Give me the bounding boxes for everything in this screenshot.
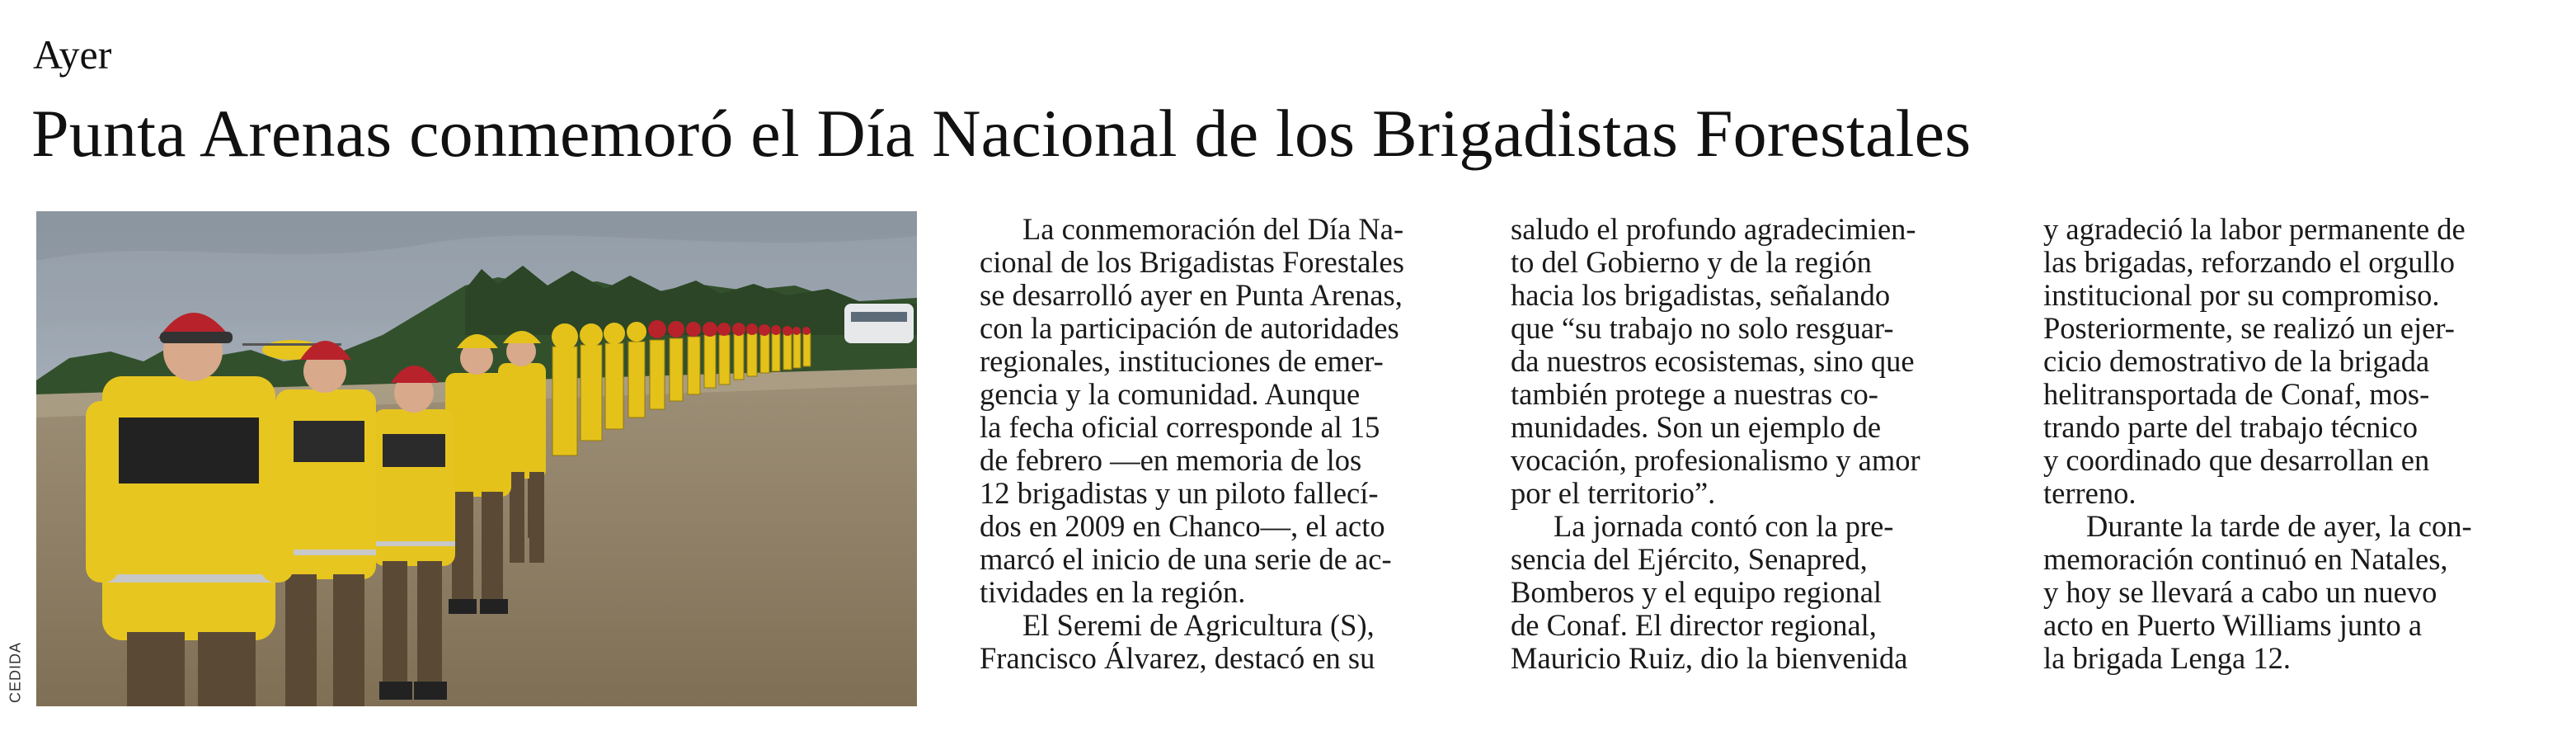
photo-credit-text: CEDIDA: [7, 641, 24, 704]
text-line: cicio demostrativo de la brigada: [2043, 344, 2430, 378]
text-line: Bomberos y el equipo regional: [1511, 575, 1883, 609]
text-line: acto en Puerto Williams junto a: [2043, 608, 2423, 642]
text-line: de Conaf. El director regional,: [1511, 608, 1877, 642]
article-photo: [36, 211, 917, 706]
text-line: tividades en la región.: [980, 575, 1246, 609]
text-line: vocación, profesionalismo y amor: [1511, 443, 1920, 477]
text-line: la brigada Lenga 12.: [2043, 641, 2291, 675]
paragraph: [1511, 213, 2004, 510]
text-line: Mauricio Ruiz, dio la bienvenida: [1511, 641, 1908, 675]
text-line: Durante la tarde de ayer, la con-: [2086, 509, 2472, 543]
text-line: helitransportada de Conaf, mos-: [2043, 377, 2430, 411]
paragraph: [2043, 510, 2536, 675]
text-line: cional de los Brigadistas Forestales: [980, 245, 1404, 279]
text-line: Francisco Álvarez, destacó en su: [980, 641, 1375, 675]
text-line: La conmemoración del Día Na-: [1022, 212, 1404, 246]
text-line: de febrero —en memoria de los: [980, 443, 1362, 477]
text-line: y hoy se llevará a cabo un nuevo: [2043, 575, 2437, 609]
paragraph: [980, 609, 1473, 675]
article-headline: Punta Arenas conmemoró el Día Nacional de los Brigadistas Forestales: [31, 96, 1972, 171]
article-column-3: [2043, 213, 2536, 675]
article-column-2: [1511, 213, 2004, 675]
text-line: La jornada contó con la pre-: [1554, 509, 1894, 543]
text-line: munidades. Son un ejemplo de: [1511, 410, 1882, 444]
text-line: memoración continuó en Natales,: [2043, 542, 2448, 576]
text-line: trando parte del trabajo técnico: [2043, 410, 2419, 444]
text-line: sencia del Ejército, Senapred,: [1511, 542, 1868, 576]
text-line: El Seremi de Agricultura (S),: [1022, 608, 1375, 642]
text-line: las brigadas, reforzando el orgullo: [2043, 245, 2456, 279]
text-line: saludo el profundo agradecimien-: [1511, 212, 1916, 246]
article-kicker: Ayer: [33, 31, 112, 78]
text-line: y coordinado que desarrollan en: [2043, 443, 2430, 477]
paragraph: [980, 213, 1473, 609]
text-line: regionales, instituciones de emer-: [980, 344, 1384, 378]
text-line: institucional por su compromiso.: [2043, 278, 2440, 312]
text-line: da nuestros ecosistemas, sino que: [1511, 344, 1915, 378]
text-line: que “su trabajo no solo resguar-: [1511, 311, 1894, 345]
paragraph: [1511, 510, 2004, 675]
text-line: por el territorio”.: [1511, 476, 1716, 510]
text-line: también protege a nuestras co-: [1511, 377, 1878, 411]
text-line: marcó el inicio de una serie de ac-: [980, 542, 1392, 576]
text-line: dos en 2009 en Chanco—, el acto: [980, 509, 1385, 543]
text-line: la fecha oficial corresponde al 15: [980, 410, 1380, 444]
text-line: terreno.: [2043, 476, 2136, 510]
text-line: con la participación de autoridades: [980, 311, 1399, 345]
photo-credit: [3, 635, 28, 710]
paragraph: [2043, 213, 2536, 510]
text-line: to del Gobierno y de la región: [1511, 245, 1872, 279]
text-line: hacia los brigadistas, señalando: [1511, 278, 1891, 312]
text-line: gencia y la comunidad. Aunque: [980, 377, 1361, 411]
text-line: Posteriormente, se realizó un ejer-: [2043, 311, 2455, 345]
text-line: 12 brigadistas y un piloto fallecí-: [980, 476, 1379, 510]
brigadistas-photo-illustration: [36, 211, 917, 706]
text-line: y agradeció la labor permanente de: [2043, 212, 2466, 246]
text-line: se desarrolló ayer en Punta Arenas,: [980, 278, 1403, 312]
article-column-1: [980, 213, 1473, 675]
